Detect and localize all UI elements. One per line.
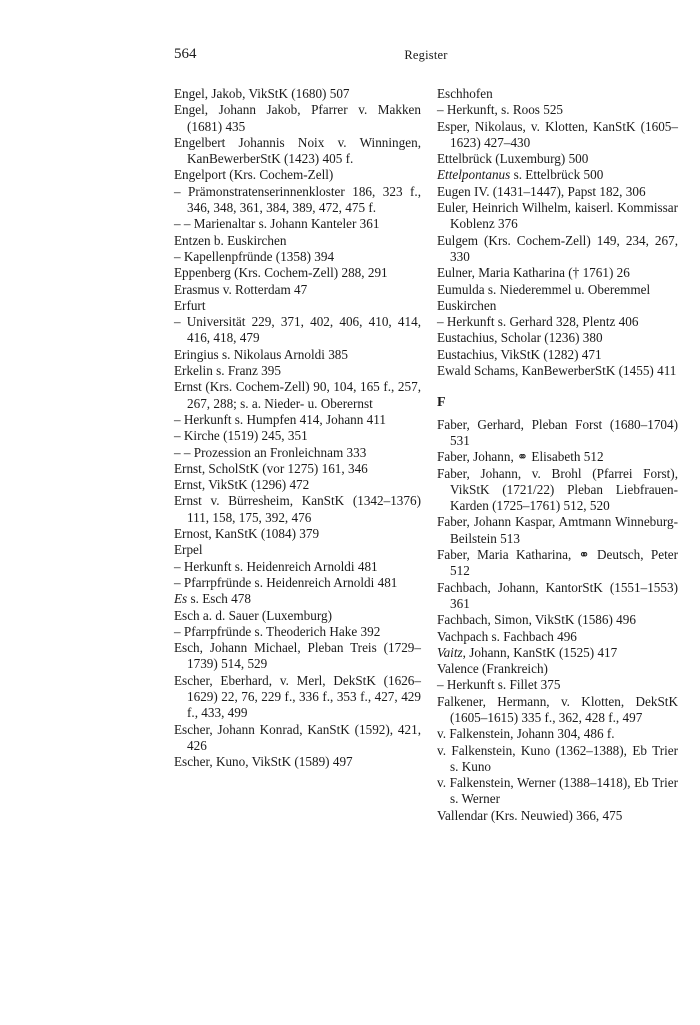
- page-number: 564: [174, 46, 197, 62]
- index-entry-text: Erfurt: [174, 297, 206, 313]
- index-entry-text: Faber, Maria Katharina, ⚭ Deutsch, Peter 512: [437, 547, 678, 579]
- index-entry: [437, 580, 678, 613]
- index-entry: [437, 233, 678, 266]
- index-entry: [174, 184, 421, 217]
- index-entry-text: Eppenberg (Krs. Cochem-Zell) 288, 291: [174, 265, 388, 281]
- index-entry-text: Engel, Jakob, VikStK (1680) 507: [174, 86, 350, 101]
- index-entry: [437, 466, 678, 515]
- index-entry: [174, 102, 421, 135]
- index-entry: [437, 102, 678, 118]
- index-entry-text: v. Falkenstein, Werner (1388–1418), Eb Trier s. Werner: [437, 775, 678, 807]
- index-entry-text: Eugen IV. (1431–1447), Papst 182, 306: [437, 183, 646, 199]
- index-entry-text: Erasmus v. Rotterdam 47: [174, 281, 308, 297]
- index-entry-text: Eulner, Maria Katharina († 1761) 26: [437, 265, 630, 281]
- index-entry: [174, 445, 421, 461]
- index-entry-text: Faber, Johann, ⚭ Elisabeth 512: [437, 449, 604, 465]
- index-entry-text: – – Marienaltar s. Johann Kanteler 361: [174, 216, 380, 232]
- index-entry-text: Ernst (Krs. Cochem-Zell) 90, 104, 165 f., 257, 267, 288; s. a. Nieder- u. Oberernst: [174, 379, 421, 411]
- index-entry-text: Falkener, Hermann, v. Klotten, DekStK (1605–1615) 335 f., 362, 428 f., 497: [437, 693, 678, 725]
- index-entry-text: Eustachius, Scholar (1236) 380: [437, 330, 603, 346]
- index-entry-text: Eringius s. Nikolaus Arnoldi 385: [174, 346, 348, 362]
- index-entry-text: Vachpach s. Fachbach 496: [437, 628, 577, 644]
- index-entry-text: Valence (Frankreich): [437, 661, 548, 677]
- index-entry-text: – Pfarrpfründe s. Theoderich Hake 392: [174, 623, 381, 639]
- index-entry: [437, 86, 678, 102]
- index-entry: [174, 282, 421, 298]
- index-entry: [174, 575, 421, 591]
- index-entry: [174, 265, 421, 281]
- index-entry: [174, 135, 421, 168]
- index-entry: [437, 449, 678, 465]
- index-entry-text: Fachbach, Simon, VikStK (1586) 496: [437, 612, 636, 628]
- index-entry-text: Eustachius, VikStK (1282) 471: [437, 346, 602, 362]
- index-column-right: [437, 86, 678, 824]
- index-entry: [174, 477, 421, 493]
- index-entry-text: – Universität 229, 371, 402, 406, 410, 414, 416, 418, 479: [174, 314, 421, 346]
- index-entry: [174, 167, 421, 183]
- index-entry: [437, 298, 678, 314]
- index-entry-text: – Kapellenpfründe (1358) 394: [174, 248, 335, 264]
- index-entry: [437, 808, 678, 824]
- index-entry: [174, 591, 421, 607]
- index-entry-text: Esch a. d. Sauer (Luxemburg): [174, 607, 332, 623]
- index-entry: [437, 661, 678, 677]
- index-entry-text: Escher, Johann Konrad, KanStK (1592), 421, 426: [174, 721, 421, 753]
- index-entry-text: v. Falkenstein, Kuno (1362–1388), Eb Trier s. Kuno: [437, 742, 678, 774]
- index-entry-text: Ettelbrück (Luxemburg) 500: [437, 151, 589, 167]
- index-entry-text: Euler, Heinrich Wilhelm, kaiserl. Kommissar Koblenz 376: [437, 200, 678, 232]
- index-entry-text: Eulgem (Krs. Cochem-Zell) 149, 234, 267, 330: [437, 232, 678, 264]
- index-entry: [174, 526, 421, 542]
- index-entry: [174, 754, 421, 770]
- index-entry-text: Erkelin s. Franz 395: [174, 363, 281, 379]
- index-entry-text: Faber, Gerhard, Pleban Forst (1680–1704) 531: [437, 416, 678, 448]
- running-head: Register: [404, 48, 448, 62]
- index-entry: [174, 624, 421, 640]
- index-entry-text: Ernst, ScholStK (vor 1275) 161, 346: [174, 460, 368, 476]
- index-entry: [174, 608, 421, 624]
- index-entry: [174, 216, 421, 232]
- index-entry-text: – Herkunft s. Humpfen 414, Johann 411: [174, 411, 386, 427]
- index-entry: [174, 298, 421, 314]
- index-entry-text: – Herkunft s. Gerhard 328, Plentz 406: [437, 314, 639, 330]
- index-entry: [174, 379, 421, 412]
- index-entry: [174, 233, 421, 249]
- index-entry-text: Vallendar (Krs. Neuwied) 366, 475: [437, 807, 623, 823]
- index-entry: [437, 314, 678, 330]
- index-entry: [437, 167, 678, 183]
- index-entry-text: , Johann, KanStK (1525) 417: [462, 644, 618, 660]
- index-entry-text: Ernst v. Bürresheim, KanStK (1342–1376) 111, 158, 175, 392, 476: [174, 493, 421, 525]
- index-entry: [174, 493, 421, 526]
- index-entry-text: – – Prozession an Fronleichnam 333: [174, 444, 367, 460]
- index-entry: [174, 249, 421, 265]
- index-entry: [437, 514, 678, 547]
- index-entry-text: v. Falkenstein, Johann 304, 486 f.: [437, 726, 615, 742]
- index-entry: [437, 417, 678, 450]
- index-entry: [437, 330, 678, 346]
- index-entry: [437, 282, 678, 298]
- index-entry-text: Ewald Schams, KanBewerberStK (1455) 411: [437, 363, 677, 379]
- index-entry-text: Esper, Nikolaus, v. Klotten, KanStK (1605–1623) 427–430: [437, 118, 678, 150]
- index-entry-text: Engel, Johann Jakob, Pfarrer v. Makken (1681) 435: [174, 102, 421, 134]
- index-entry: [437, 694, 678, 727]
- index-entry-text: – Pfarrpfründe s. Heidenreich Arnoldi 481: [174, 574, 398, 590]
- index-entry-text: – Herkunft s. Heidenreich Arnoldi 481: [174, 558, 378, 574]
- index-entry: [437, 612, 678, 628]
- index-entry-text: s. Ettelbrück 500: [510, 167, 604, 183]
- index-letter-heading: F: [437, 395, 446, 411]
- index-entry: [437, 184, 678, 200]
- index-entry: [437, 726, 678, 742]
- index-entry-text: Eschhofen: [437, 86, 493, 101]
- index-entry: [437, 200, 678, 233]
- index-entry: [174, 347, 421, 363]
- index-entry: [437, 363, 678, 379]
- index-entry: [174, 86, 421, 102]
- index-entry: [174, 640, 421, 673]
- index-entry: [437, 347, 678, 363]
- index-entry-text: Faber, Johann, v. Brohl (Pfarrei Forst), VikStK (1721/22) Pleban Liebfrauen-Karden (1725–1761) 512, 520: [437, 465, 678, 514]
- index-entry: [174, 428, 421, 444]
- index-entry-text: Esch, Johann Michael, Pleban Treis (1729–1739) 514, 529: [174, 640, 421, 672]
- index-entry: [437, 547, 678, 580]
- index-entry: [174, 673, 421, 722]
- index-entry-text: Euskirchen: [437, 297, 497, 313]
- index-entry: [174, 412, 421, 428]
- index-entry: [174, 363, 421, 379]
- index-entry-text: Engelbert Johannis Noix v. Winningen, KanBewerberStK (1423) 405 f.: [174, 134, 421, 167]
- index-entry: [437, 677, 678, 693]
- index-entry-text: Escher, Eberhard, v. Merl, DekStK (1626–1629) 22, 76, 229 f., 336 f., 353 f., 427, 429 f., 433, 499: [174, 672, 421, 721]
- index-entry: [437, 645, 678, 661]
- index-entry: [437, 775, 678, 808]
- index-entry-text: – Herkunft, s. Roos 525: [437, 102, 564, 118]
- index-entry: [174, 314, 421, 347]
- index-entry-text: Eumulda s. Niederemmel u. Oberemmel: [437, 281, 651, 297]
- index-column-left: [174, 86, 421, 770]
- index-entry-text: – Kirche (1519) 245, 351: [174, 428, 308, 444]
- index-entry-text: Engelport (Krs. Cochem-Zell): [174, 167, 334, 183]
- index-entry-italic-term: Ettelpontanus: [437, 167, 511, 183]
- index-entry: [437, 119, 678, 152]
- index-entry-text: Ernost, KanStK (1084) 379: [174, 526, 320, 542]
- page-header: [174, 46, 678, 68]
- index-entry: [437, 151, 678, 167]
- index-entry-text: – Prämonstratenserinnenkloster 186, 323 f., 346, 348, 361, 384, 389, 472, 475 f.: [174, 183, 421, 216]
- index-entry: [437, 265, 678, 281]
- index-entry: [174, 559, 421, 575]
- index-entry: [437, 629, 678, 645]
- index-entry-text: s. Esch 478: [187, 591, 251, 607]
- index-entry: [174, 542, 421, 558]
- index-entry-text: Erpel: [174, 542, 203, 558]
- index-entry: [174, 722, 421, 755]
- index-entry-text: Faber, Johann Kaspar, Amtmann Winneburg-Beilstein 513: [437, 514, 678, 546]
- index-entry-italic-term: Es: [174, 591, 188, 607]
- index-entry-text: – Herkunft s. Fillet 375: [437, 677, 561, 693]
- index-entry-text: Ernst, VikStK (1296) 472: [174, 477, 310, 493]
- index-entry-text: Entzen b. Euskirchen: [174, 232, 287, 248]
- index-entry-text: Escher, Kuno, VikStK (1589) 497: [174, 754, 353, 770]
- index-entry-italic-term: Vaitz: [437, 644, 463, 660]
- index-entry-text: Fachbach, Johann, KantorStK (1551–1553) 361: [437, 579, 678, 611]
- index-entry: [174, 461, 421, 477]
- index-entry: [437, 743, 678, 776]
